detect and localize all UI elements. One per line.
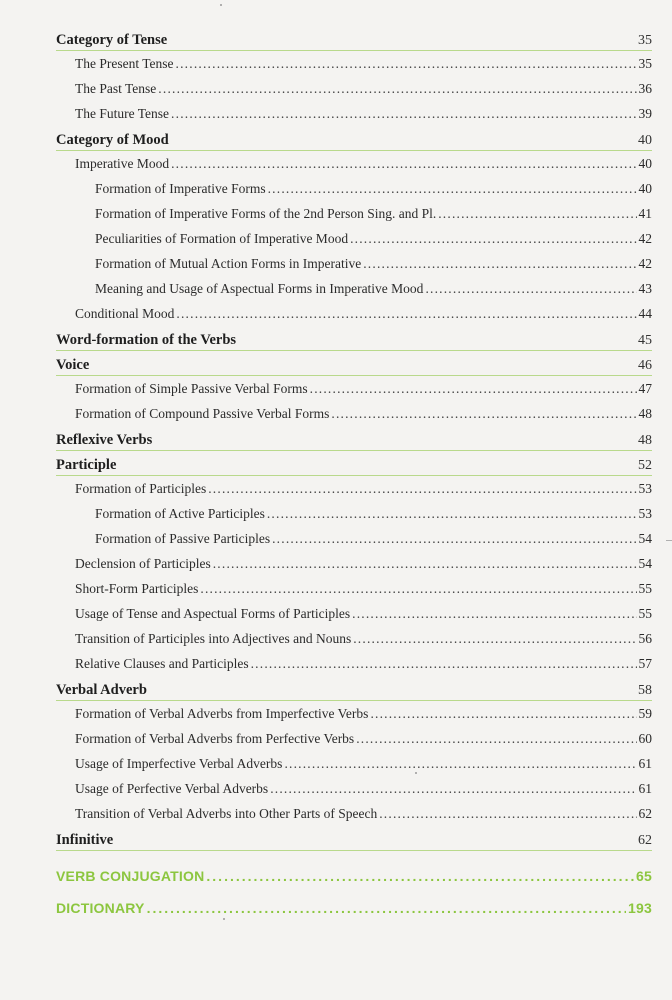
toc-entry[interactable]: [56, 51, 652, 76]
dot-leader: [171, 151, 636, 176]
toc-entry-title: DICTIONARY: [56, 900, 145, 916]
toc-entry-title: Formation of Verbal Adverbs from Perfective Verbs: [75, 731, 355, 746]
toc-entry[interactable]: [56, 401, 652, 426]
page-number: 52: [638, 458, 652, 473]
toc-entry-title: The Future Tense: [75, 106, 170, 121]
toc-entry-title: Formation of Mutual Action Forms in Imperative: [95, 256, 362, 271]
page-number: 61: [638, 756, 652, 771]
paper-speck: [415, 772, 417, 774]
toc-entry-title: Peculiarities of Formation of Imperative Mood: [95, 231, 349, 246]
dot-leader: [370, 701, 636, 726]
toc-entry[interactable]: [56, 376, 652, 401]
page-number: 40: [638, 156, 652, 171]
paper-speck: [223, 918, 225, 920]
dot-leader: [272, 526, 636, 551]
toc-entry[interactable]: [56, 626, 652, 651]
page-number: 45: [638, 333, 652, 348]
toc-entry-title: Verbal Adverb: [56, 682, 147, 698]
page-number: 44: [638, 306, 652, 321]
chapter-heading[interactable]: [56, 27, 652, 51]
page-number: 42: [638, 231, 652, 246]
toc-entry-title: Transition of Participles into Adjectives and Nouns: [75, 631, 352, 646]
dot-leader: [158, 76, 636, 101]
page-number: 54: [638, 531, 652, 546]
section-heading[interactable]: [56, 862, 652, 891]
toc-entry[interactable]: [56, 576, 652, 601]
toc-entry-title: Usage of Tense and Aspectual Forms of Participles: [75, 606, 351, 621]
dot-leader: [331, 401, 636, 426]
toc-entry-title: Usage of Perfective Verbal Adverbs: [75, 781, 269, 796]
toc-entry[interactable]: [56, 226, 652, 251]
toc-entry-title: Usage of Imperfective Verbal Adverbs: [75, 756, 283, 771]
toc-entry-title: Infinitive: [56, 832, 114, 848]
toc-entry-title: Short-Form Participles: [75, 581, 199, 596]
dot-leader: [270, 776, 636, 801]
dot-leader: [353, 626, 636, 651]
toc-entry[interactable]: [56, 601, 652, 626]
toc-entry[interactable]: [56, 751, 652, 776]
dot-leader: [171, 101, 636, 126]
toc-entry[interactable]: [56, 801, 652, 826]
dot-leader: [251, 651, 637, 676]
toc-entry[interactable]: [56, 301, 652, 326]
dot-leader: [176, 301, 636, 326]
toc-entry-title: Formation of Imperative Forms of the 2nd Person Sing. and Pl.: [95, 206, 437, 221]
dot-leader: [363, 251, 636, 276]
dot-leader: [310, 376, 637, 401]
toc-entry-title: Formation of Verbal Adverbs from Imperfective Verbs: [75, 706, 369, 721]
toc-entry-title: The Past Tense: [75, 81, 157, 96]
toc-entry-title: Formation of Imperative Forms: [95, 181, 266, 196]
chapter-heading[interactable]: [56, 127, 652, 151]
toc-entry-title: Reflexive Verbs: [56, 432, 153, 448]
dot-leader: [176, 51, 637, 76]
page-number: 60: [638, 731, 652, 746]
page-number: 53: [638, 506, 652, 521]
toc-entry[interactable]: [56, 551, 652, 576]
page-number: 40: [638, 133, 652, 148]
page-number: 36: [638, 81, 652, 96]
toc-entry[interactable]: [56, 151, 652, 176]
toc-entry[interactable]: [56, 651, 652, 676]
toc-entry-title: Participle: [56, 457, 117, 473]
toc-entry-title: VERB CONJUGATION: [56, 868, 205, 884]
dot-leader: [284, 751, 636, 776]
toc-entry[interactable]: [56, 701, 652, 726]
dot-leader: [352, 601, 636, 626]
toc-entry-title: Formation of Passive Participles: [95, 531, 271, 546]
toc-entry-title: Voice: [56, 357, 90, 373]
page-number: 58: [638, 683, 652, 698]
page-number: 35: [638, 33, 652, 48]
toc-entry[interactable]: [56, 726, 652, 751]
toc-entry-title: Formation of Active Participles: [95, 506, 265, 521]
dot-leader: [356, 726, 636, 751]
page-number: 42: [638, 256, 652, 271]
page-edge-mark: [666, 540, 672, 541]
toc-entry-title: The Present Tense: [75, 56, 174, 71]
page-number: 46: [638, 358, 652, 373]
paper-speck: [220, 4, 222, 6]
toc-entry-title: Imperative Mood: [75, 156, 170, 171]
toc-entry[interactable]: [56, 101, 652, 126]
page-number: 35: [638, 56, 652, 71]
toc-entry[interactable]: [56, 476, 652, 501]
dot-leader: [379, 801, 636, 826]
chapter-heading[interactable]: [56, 327, 652, 351]
page-number: 59: [638, 706, 652, 721]
page-number: 47: [638, 381, 652, 396]
toc-entry-title: Category of Tense: [56, 32, 168, 48]
page-number: 193: [628, 900, 652, 916]
table-of-contents: [56, 26, 652, 923]
toc-entry[interactable]: [56, 251, 652, 276]
chapter-heading[interactable]: [56, 677, 652, 701]
page-number: 48: [638, 406, 652, 421]
toc-entry-title: Formation of Compound Passive Verbal Forms: [75, 406, 330, 421]
toc-entry-title: Meaning and Usage of Aspectual Forms in Imperative Mood: [95, 281, 424, 296]
page-number: 48: [638, 433, 652, 448]
page-number: 55: [638, 581, 652, 596]
toc-entry-title: Formation of Simple Passive Verbal Forms: [75, 381, 308, 396]
chapter-heading[interactable]: [56, 827, 652, 851]
toc-entry-title: Word-formation of the Verbs: [56, 332, 237, 348]
page-number: 41: [638, 206, 652, 221]
toc-entry[interactable]: [56, 526, 652, 551]
page-number: 43: [638, 281, 652, 296]
page-number: 53: [638, 481, 652, 496]
dot-leader: [267, 501, 637, 526]
dot-leader: [213, 551, 637, 576]
toc-entry-title: Relative Clauses and Participles: [75, 656, 249, 671]
toc-entry-title: Category of Mood: [56, 132, 169, 148]
dot-leader: [350, 226, 636, 251]
dot-leader: [268, 176, 637, 201]
toc-entry-title: Formation of Participles: [75, 481, 207, 496]
page-number: 39: [638, 106, 652, 121]
page-number: 61: [638, 781, 652, 796]
page-number: 56: [638, 631, 652, 646]
page-number: 62: [638, 833, 652, 848]
dot-leader: [208, 476, 636, 501]
toc-entry-title: Conditional Mood: [75, 306, 175, 321]
page-number: 57: [638, 656, 652, 671]
toc-entry-title: Transition of Verbal Adverbs into Other Parts of Speech: [75, 806, 378, 821]
dot-leader: [147, 894, 626, 923]
page-number: 54: [638, 556, 652, 571]
toc-entry[interactable]: [56, 201, 652, 226]
dot-leader: [206, 862, 634, 891]
chapter-heading[interactable]: [56, 427, 652, 451]
dot-leader: [425, 276, 636, 301]
chapter-heading[interactable]: [56, 352, 652, 376]
toc-entry-title: Declension of Participles: [75, 556, 211, 571]
toc-entry[interactable]: [56, 776, 652, 801]
page-number: 40: [638, 181, 652, 196]
toc-entry[interactable]: [56, 76, 652, 101]
toc-entry[interactable]: [56, 276, 652, 301]
dot-leader: [438, 201, 636, 226]
dot-leader: [200, 576, 636, 601]
chapter-heading[interactable]: [56, 452, 652, 476]
toc-entry[interactable]: [56, 176, 652, 201]
page-number: 55: [638, 606, 652, 621]
page-number: 65: [636, 868, 652, 884]
toc-entry[interactable]: [56, 501, 652, 526]
section-heading[interactable]: [56, 894, 652, 923]
page-number: 62: [638, 806, 652, 821]
